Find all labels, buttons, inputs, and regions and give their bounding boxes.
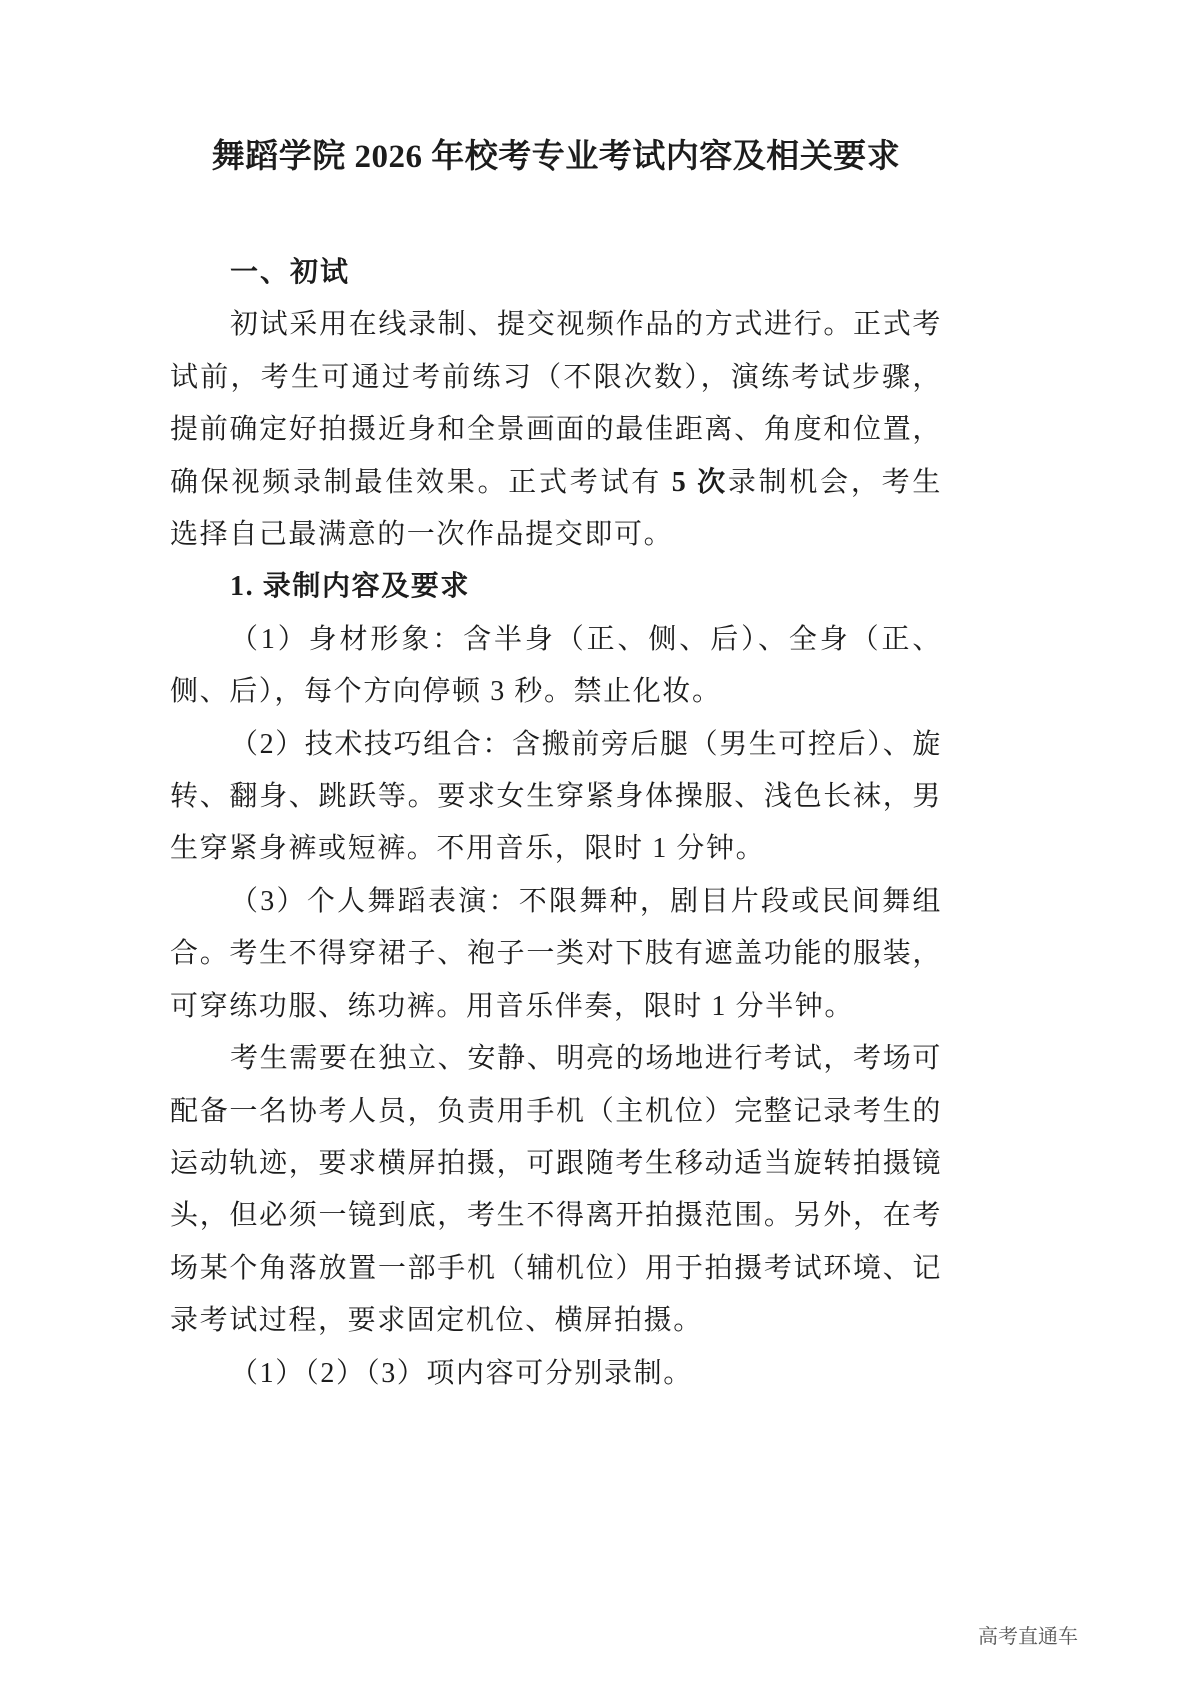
intro-text-after: 录制机会，考生选择自己最满意的一次作品提交即可。: [170, 466, 942, 551]
note-paragraph: （1）（2）（3）项内容可分别录制。: [230, 1357, 693, 1389]
document-title: 舞蹈学院 2026 年校考专业考试内容及相关要求: [211, 139, 901, 175]
sub-heading: 1. 录制内容及要求: [230, 571, 471, 603]
document-body: [170, 247, 942, 1400]
intro-text-bold: 5 次: [671, 466, 728, 498]
intro-text-before: 初试采用在线录制、提交视频作品的方式进行。正式考试前，考生可通过考前练习（不限次数），演练考试步骤，提前确定好拍摄近身和全景画面的最佳距离、角度和位置，确保视频录制最佳效果。正式考试有: [170, 309, 942, 498]
item-paragraph-3: （3）个人舞蹈表演：不限舞种，剧目片段或民间舞组合。考生不得穿裙子、袍子一类对下肢有遮盖功能的服装，可穿练功服、练功裤。用音乐伴奏，限时 1 分半钟。: [170, 885, 942, 1022]
watermark-text: 高考直通车: [978, 1626, 1078, 1648]
section-heading: 一、初试: [230, 257, 351, 288]
item-paragraph-1: （1）身材形象：含半身（正、侧、后）、全身（正、侧、后），每个方向停顿 3 秒。禁止化妆。: [170, 623, 942, 708]
intro-paragraph: [170, 299, 942, 561]
item-paragraph-2: （2）技术技巧组合：含搬前旁后腿（男生可控后）、旋转、翻身、跳跃等。要求女生穿紧身体操服、浅色长袜，男生穿紧身裤或短裤。不用音乐，限时 1 分钟。: [170, 728, 943, 865]
setup-paragraph: 考生需要在独立、安静、明亮的场地进行考试，考场可配备一名协考人员，负责用手机（主机位）完整记录考生的运动轨迹，要求横屏拍摄，可跟随考生移动适当旋转拍摄镜头，但必须一镜到底，考生不得离开拍摄范围。另外，在考场某个角落放置一部手机（辅机位）用于拍摄考试环境、记录考试过程，要求固定机位、横屏拍摄。: [170, 1043, 942, 1337]
